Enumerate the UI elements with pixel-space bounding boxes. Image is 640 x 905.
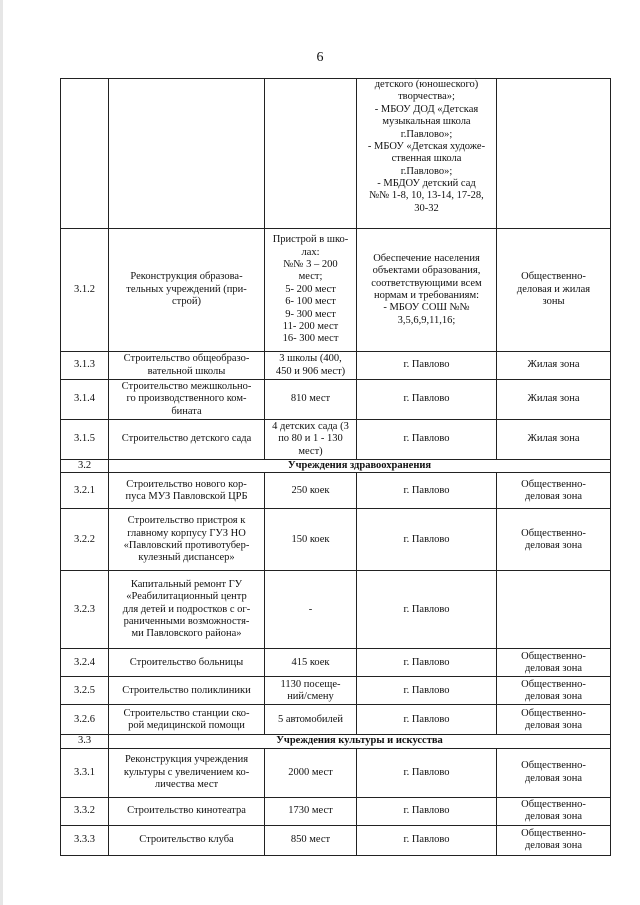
object-capacity: 415 коек — [265, 649, 357, 677]
row-id: 3.2.1 — [61, 473, 109, 509]
object-zone — [497, 79, 611, 229]
scan-edge — [0, 0, 3, 905]
object-name: Строительство кинотеатра — [109, 797, 265, 825]
table-row — [61, 79, 611, 229]
object-location: г. Павлово — [357, 352, 497, 380]
table-row — [61, 825, 611, 855]
row-id: 3.2.4 — [61, 649, 109, 677]
object-location: г. Павлово — [357, 748, 497, 797]
object-capacity: 150 коек — [265, 509, 357, 571]
section-title: Учреждения культуры и искусства — [109, 735, 611, 748]
object-capacity: 250 коек — [265, 473, 357, 509]
object-capacity: 810 мест — [265, 380, 357, 420]
object-name: Строительство станции ско- рой медицинской помощи — [109, 705, 265, 735]
object-location: г. Павлово — [357, 677, 497, 705]
table-row — [61, 677, 611, 705]
object-zone: Общественно- деловая зона — [497, 649, 611, 677]
object-name: Капитальный ремонт ГУ «Реабилитационный центр для детей и подростков с ог- раниченными возможностя- ми Павловского района» — [109, 571, 265, 649]
row-id: 3.2.6 — [61, 705, 109, 735]
object-location: г. Павлово — [357, 420, 497, 460]
object-capacity — [265, 79, 357, 229]
object-name — [109, 79, 265, 229]
object-location: г. Павлово — [357, 649, 497, 677]
object-location: г. Павлово — [357, 797, 497, 825]
object-name: Строительство поликлиники — [109, 677, 265, 705]
object-name: Реконструкция образова- тельных учреждений (при- строй) — [109, 229, 265, 352]
object-name: Строительство больницы — [109, 649, 265, 677]
object-location: г. Павлово — [357, 705, 497, 735]
object-capacity: - — [265, 571, 357, 649]
object-location: г. Павлово — [357, 825, 497, 855]
object-name: Реконструкция учреждения культуры с увеличением ко- личества мест — [109, 748, 265, 797]
row-id: 3.2.5 — [61, 677, 109, 705]
table-row — [61, 229, 611, 352]
object-zone — [497, 571, 611, 649]
objects-table — [60, 78, 611, 856]
table-row — [61, 797, 611, 825]
object-name: Строительство пристроя к главному корпусу ГУЗ НО «Павловский противотубер- кулезный диспансер» — [109, 509, 265, 571]
object-location: Обеспечение населения объектами образования, соответствующими всем нормам и требованиям: - МБОУ СОШ №№ 3,5,6,9,11,16; — [357, 229, 497, 352]
object-zone: Общественно- деловая зона — [497, 473, 611, 509]
object-zone: Общественно- деловая и жилая зоны — [497, 229, 611, 352]
object-location: г. Павлово — [357, 473, 497, 509]
page-number: 6 — [316, 50, 324, 65]
object-capacity: 5 автомобилей — [265, 705, 357, 735]
object-location: г. Павлово — [357, 380, 497, 420]
object-capacity: 1730 мест — [265, 797, 357, 825]
row-id: 3.3.3 — [61, 825, 109, 855]
object-capacity: 850 мест — [265, 825, 357, 855]
object-capacity: 4 детских сада (3 по 80 и 1 - 130 мест) — [265, 420, 357, 460]
object-name: Строительство нового кор- пуса МУЗ Павловской ЦРБ — [109, 473, 265, 509]
object-capacity: 3 школы (400, 450 и 906 мест) — [265, 352, 357, 380]
object-location: детского (юношеского) творчества»; - МБОУ ДОД «Детская музыкальная школа г.Павлово»; - МБОУ «Детская художе- ственная школа г.Павлово»; - МБДОУ детский сад №№ 1-8, 10, 13-14, 17-28, 30-32 — [357, 79, 497, 229]
table-row — [61, 571, 611, 649]
table-row — [61, 420, 611, 460]
row-id — [61, 79, 109, 229]
table-row — [61, 649, 611, 677]
object-zone: Общественно- деловая зона — [497, 797, 611, 825]
object-name: Строительство общеобразо- вательной школы — [109, 352, 265, 380]
object-location: г. Павлово — [357, 509, 497, 571]
object-zone: Общественно- деловая зона — [497, 677, 611, 705]
table-row — [61, 509, 611, 571]
table-row — [61, 352, 611, 380]
row-id: 3.1.3 — [61, 352, 109, 380]
object-zone: Жилая зона — [497, 380, 611, 420]
object-zone: Общественно- деловая зона — [497, 825, 611, 855]
object-zone: Общественно- деловая зона — [497, 705, 611, 735]
table-row — [61, 380, 611, 420]
table-row — [61, 473, 611, 509]
row-id: 3.2.3 — [61, 571, 109, 649]
section-id: 3.2 — [61, 460, 109, 473]
object-zone: Жилая зона — [497, 420, 611, 460]
object-location: г. Павлово — [357, 571, 497, 649]
object-zone: Общественно- деловая зона — [497, 509, 611, 571]
row-id: 3.1.4 — [61, 380, 109, 420]
row-id: 3.3.1 — [61, 748, 109, 797]
row-id: 3.1.2 — [61, 229, 109, 352]
section-row — [61, 460, 611, 473]
object-name: Строительство детского сада — [109, 420, 265, 460]
object-name: Строительство клуба — [109, 825, 265, 855]
section-id: 3.3 — [61, 735, 109, 748]
object-capacity: 1130 посеще- ний/смену — [265, 677, 357, 705]
row-id: 3.2.2 — [61, 509, 109, 571]
table-row — [61, 748, 611, 797]
section-row — [61, 735, 611, 748]
row-id: 3.3.2 — [61, 797, 109, 825]
object-zone: Общественно- деловая зона — [497, 748, 611, 797]
object-capacity: 2000 мест — [265, 748, 357, 797]
table-row — [61, 705, 611, 735]
object-capacity: Пристрой в шко- лах: №№ 3 – 200 мест; 5- 200 мест 6- 100 мест 9- 300 мест 11- 200 мест 16- 300 мест — [265, 229, 357, 352]
object-name: Строительство межшкольно- го производственного ком- бината — [109, 380, 265, 420]
row-id: 3.1.5 — [61, 420, 109, 460]
object-zone: Жилая зона — [497, 352, 611, 380]
section-title: Учреждения здравоохранения — [109, 460, 611, 473]
